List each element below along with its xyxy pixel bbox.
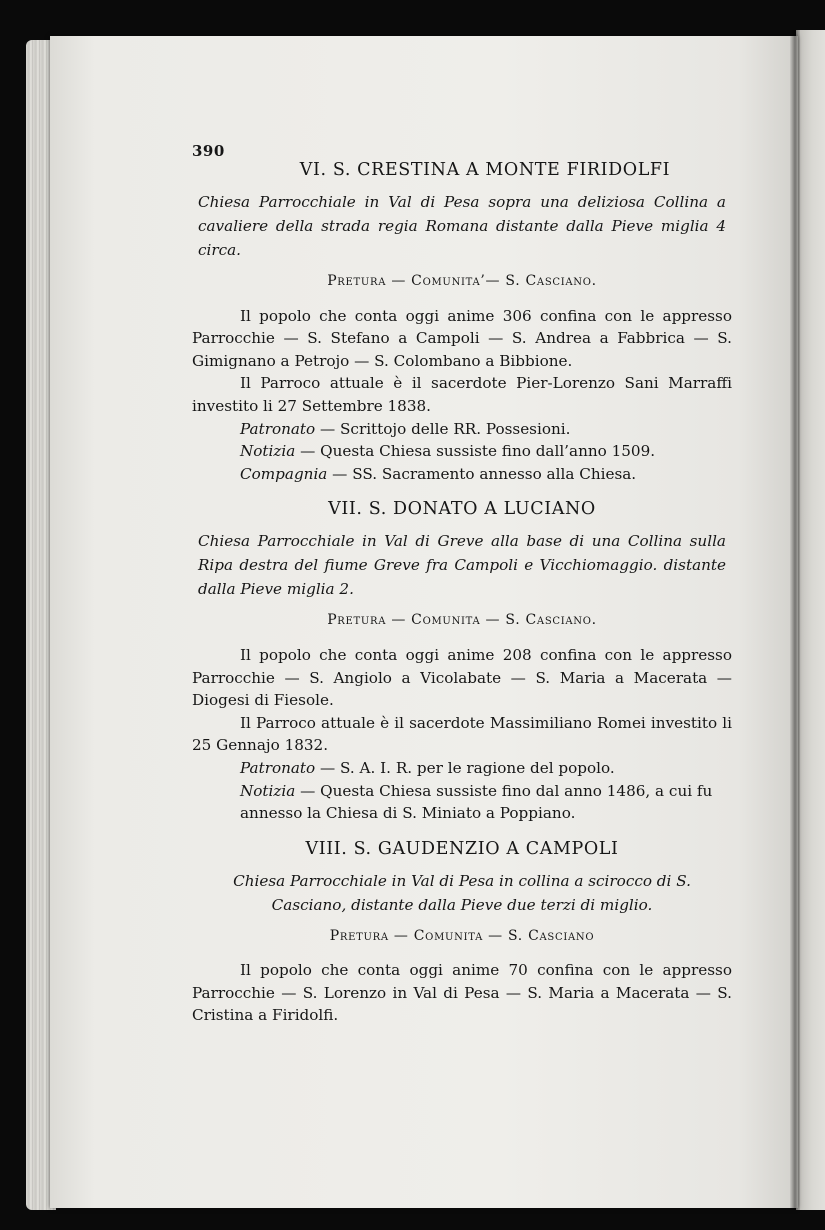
admin-line: Pretura — Comunita’— S. Casciano. bbox=[327, 273, 597, 289]
section-title: VI. S. CRESTINA A MONTE FIRIDOLFI bbox=[299, 160, 671, 180]
section-title: VII. S. DONATO A LUCIANO bbox=[328, 499, 596, 520]
paragraph: Il popolo che conta oggi anime 306 confina con le appresso Parrocchie — S. Stefano a Campoli — S. Andrea a Fabbrica — S. Gimignano a Petrojo — S. Colombano a Bibbione. bbox=[192, 306, 732, 370]
page-text bbox=[192, 128, 732, 1039]
section-viii bbox=[192, 837, 732, 1027]
admin-line: Pretura — Comunita — S. Casciano bbox=[329, 927, 595, 944]
field-text: — SS. Sacramento annesso alla Chiesa. bbox=[327, 464, 637, 483]
book-gutter bbox=[790, 30, 800, 1210]
section-vi bbox=[192, 158, 732, 485]
field-text: — Scrittojo delle RR. Possesioni. bbox=[315, 419, 571, 438]
field-label: Patronato bbox=[240, 419, 316, 438]
field-line bbox=[192, 418, 732, 441]
admin-line: Pretura — Comunita — S. Casciano. bbox=[327, 612, 597, 629]
paragraph: Il popolo che conta oggi anime 208 confina con le appresso Parrocchie — S. Angiolo a Vicolabate — S. Maria a Macerata — Diogesi di Fiesole. bbox=[192, 645, 732, 710]
field-label: Notizia bbox=[240, 442, 296, 461]
section-subtitle: Chiesa Parrocchiale in Val di Pesa in collina a scirocco di S. Casciano, distante dalla Pieve due terzi di miglio. bbox=[233, 871, 691, 914]
field-label: Notizia bbox=[240, 781, 296, 800]
paragraph: Il popolo che conta oggi anime 70 confina con le appresso Parrocchie — S. Lorenzo in Val di Pesa — S. Maria a Macerata — S. Cristina a Firidolfi. bbox=[192, 961, 732, 1025]
field-label: Patronato bbox=[240, 758, 316, 777]
section-subtitle: Chiesa Parrocchiale in Val di Greve alla base di una Collina sulla Ripa destra del fiume Greve fra Campoli e Vicchiomaggio. distante dalla Pieve miglia 2. bbox=[198, 532, 726, 599]
field-line bbox=[192, 780, 732, 825]
page-number: 390 bbox=[192, 142, 225, 160]
field-label: Compagnia bbox=[240, 464, 328, 483]
section-vii bbox=[192, 497, 732, 824]
field-text: — S. A. I. R. per le ragione del popolo. bbox=[315, 758, 615, 777]
next-page-edge bbox=[796, 30, 825, 1210]
paragraph: Il Parroco attuale è il sacerdote Pier-Lorenzo Sani Marraffi investito li 27 Settembre 1838. bbox=[192, 374, 732, 415]
field-line bbox=[192, 463, 732, 486]
field-line bbox=[192, 757, 732, 780]
field-line bbox=[192, 440, 732, 463]
field-text: — Questa Chiesa sussiste fino dal anno 1486, a cui fu annesso la Chiesa di S. Miniato a Poppiano. bbox=[240, 781, 713, 823]
section-title: VIII. S. GAUDENZIO A CAMPOLI bbox=[305, 838, 619, 859]
paragraph: Il Parroco attuale è il sacerdote Massimiliano Romei investito li 25 Gennajo 1832. bbox=[192, 713, 732, 755]
section-subtitle: Chiesa Parrocchiale in Val di Pesa sopra una deliziosa Collina a cavaliere della strada regia Romana distante dalla Pieve miglia 4 circa. bbox=[198, 193, 726, 259]
field-text: — Questa Chiesa sussiste fino dall’anno 1509. bbox=[295, 442, 656, 461]
